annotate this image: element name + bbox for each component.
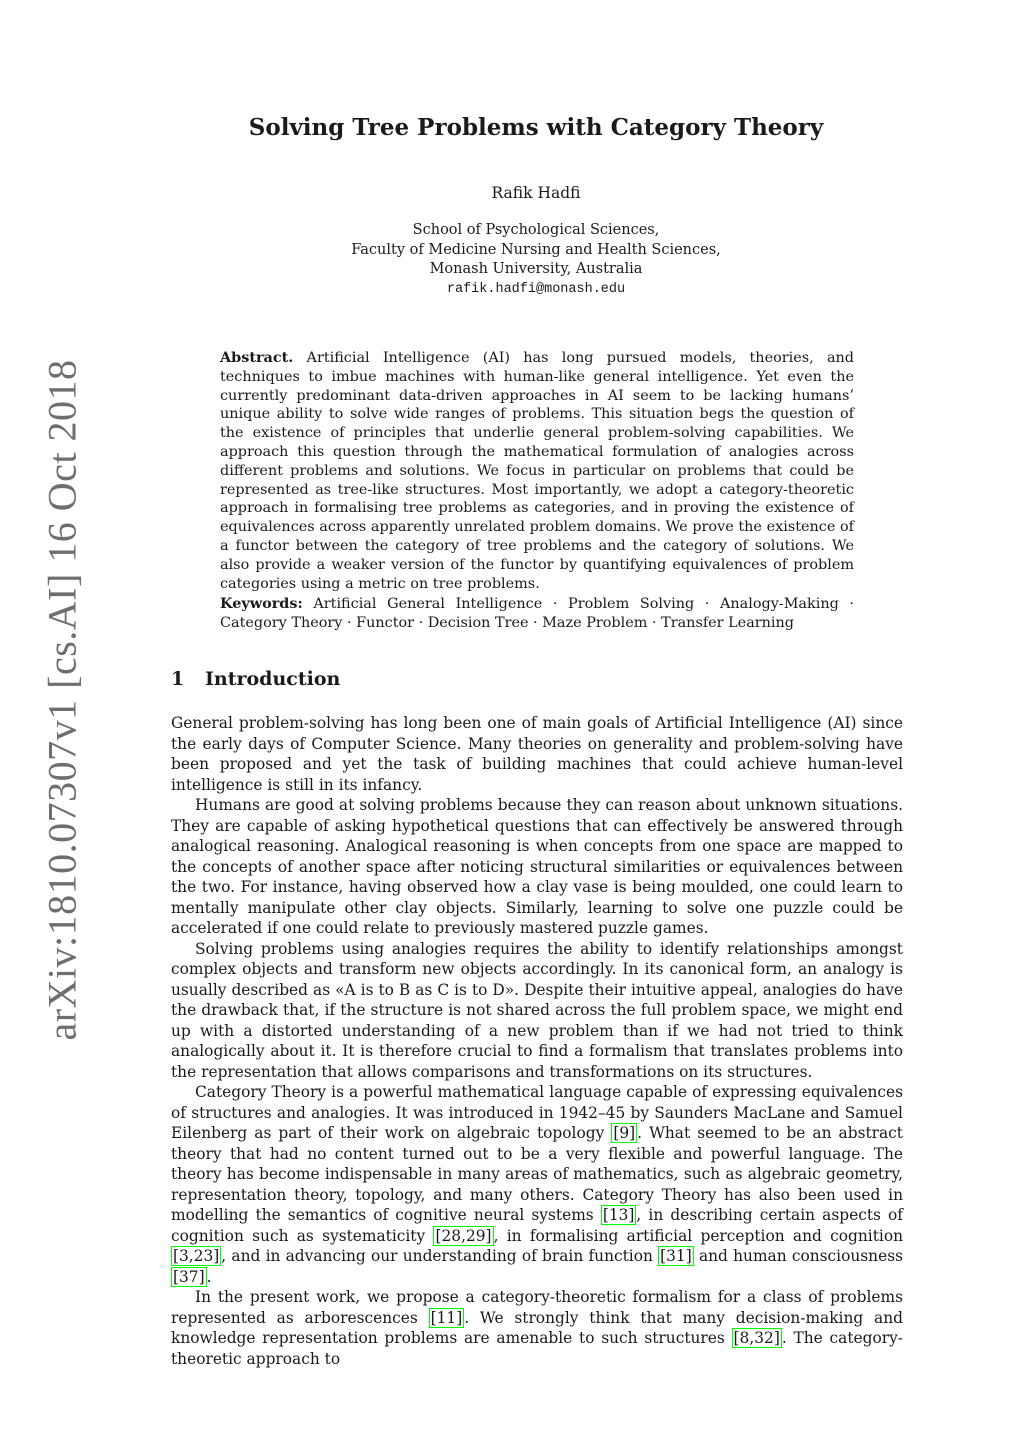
paper-title: Solving Tree Problems with Category Theory [248, 114, 824, 141]
citation-link[interactable]: [11] [430, 1308, 463, 1327]
citation-link[interactable]: [28,29] [435, 1226, 492, 1245]
paragraph-4-text: , and in advancing our understanding of brain function [221, 1247, 659, 1265]
citation-link[interactable]: [8,32] [733, 1329, 780, 1347]
affiliation-line-1: School of Psychological Sciences, [412, 222, 660, 238]
affiliation [0, 221, 1024, 299]
paragraph-4-text: , in describing certain aspects of cognition such as systematicity [171, 1206, 903, 1245]
citation-link[interactable]: [9] [613, 1124, 636, 1142]
paragraph-4-text: and human consciousness [693, 1247, 903, 1265]
citation-link[interactable]: [13] [602, 1206, 635, 1224]
paragraph-4-text: . What seemed to be an abstract theory that had no content turned out to be a very flexible and powerful language. The theory has become indispensable in many areas of mathematics, such as algebraic geometry, representation theory, topology, and many others. Category Theory has also been used in modelling the semantics of cognitive neural systems [171, 1124, 903, 1224]
author-name: Rafik Hadfi [491, 184, 581, 202]
section-heading [171, 668, 340, 690]
keywords [220, 595, 854, 633]
citation-link[interactable]: [37] [173, 1267, 205, 1286]
abstract-label: Abstract. [220, 349, 294, 366]
section-title: Introduction [205, 668, 341, 690]
author-email[interactable]: rafik.hadfi@monash.edu [446, 281, 626, 297]
citation-link[interactable]: [3,23] [173, 1247, 220, 1265]
paragraph-4-text: . [206, 1267, 212, 1286]
keywords-text: Artificial General Intelligence · Problem Solving · Analogy-Making · Category Theory · Functor · Decision Tree · Maze Problem · Transfer Learning [220, 596, 854, 631]
affiliation-line-2: Faculty of Medicine Nursing and Health Sciences, [351, 241, 721, 258]
keywords-label: Keywords: [220, 595, 303, 612]
arxiv-sidebar [20, 0, 85, 1448]
paragraph-5 [171, 1287, 903, 1369]
paragraph-2: Humans are good at solving problems because they can reason about unknown situations. They are capable of asking hypothetical questions that can effectively be answered through analogical reasoning. Analogical reasoning is when concepts from one space are mapped to the concepts of another space after noticing structural similarities or equivalences between the two. For instance, having observed how a clay vase is being moulded, one could learn to mentally manipulate other clay objects. Similarly, learning to solve one puzzle could be accelerated if one could relate to previously mastered puzzle games. [171, 796, 903, 937]
paragraph-1: General problem-solving has long been one of main goals of Artificial Intelligence (AI) since the early days of Computer Science. Many theories on generality and problem-solving have been proposed and yet the task of building machines that could achieve human-level intelligence is still in its infancy. [171, 714, 903, 794]
paragraph-5-text: In the present work, we propose a category-theoretic formalism for a class of problems represented as arborescences [171, 1288, 903, 1327]
citation-link[interactable]: [31] [660, 1247, 692, 1265]
section-number: 1 [171, 668, 185, 690]
paragraph-4-text: , in formalising artificial perception and cognition [493, 1226, 904, 1245]
paragraph-4-text: Category Theory is a powerful mathematical language capable of expressing equivalences of structures and analogies. It was introduced in 1942–45 by Saunders MacLane and Samuel Eilenberg as part of their work on algebraic topology [171, 1083, 903, 1142]
section-body [171, 713, 903, 1369]
paragraph-4 [171, 1082, 903, 1287]
affiliation-line-3: Monash University, Australia [429, 261, 643, 277]
paragraph-5-text: . We strongly think that many decision-making and knowledge representation problems are amenable to such structures [171, 1308, 903, 1347]
paragraph-5-text: . The category-theoretic approach to [171, 1329, 903, 1368]
abstract [220, 349, 854, 593]
paragraph-3: Solving problems using analogies requires the ability to identify relationships amongst complex objects and transform new objects accordingly. In its canonical form, an analogy is usually described as «A is to B as C is to D». Despite their intuitive appeal, analogies do have the drawback that, if the structure is not shared across the full problem space, we might end up with a distorted understanding of a new problem than if we had not tried to think analogically about it. It is therefore crucial to find a formalism that translates problems into the representation that allows comparisons and transformations on its structures. [171, 939, 903, 1081]
abstract-text: Artificial Intelligence (AI) has long pursued models, theories, and techniques to imbue machines with human-like general intelligence. Yet even the currently predominant data-driven approaches in AI seem to be lacking humans’ unique ability to solve wide ranges of problems. This situation begs the question of the existence of principles that underlie general problem-solving capabilities. We approach this question through the mathematical formulation of analogies across different problems and solutions. We focus in particular on problems that could be represented as tree-like structures. Most importantly, we adopt a category-theoretic approach in formalising tree problems as categories, and in proving the existence of equivalences across apparently unrelated problem domains. We prove the existence of a functor between the category of tree problems and the category of solutions. We also provide a weaker version of the functor by quantifying equivalences of problem categories using a metric on tree problems. [220, 350, 854, 592]
arxiv-identifier: arXiv:1810.07307v1 [cs.AI] 16 Oct 2018 [39, 359, 85, 1041]
